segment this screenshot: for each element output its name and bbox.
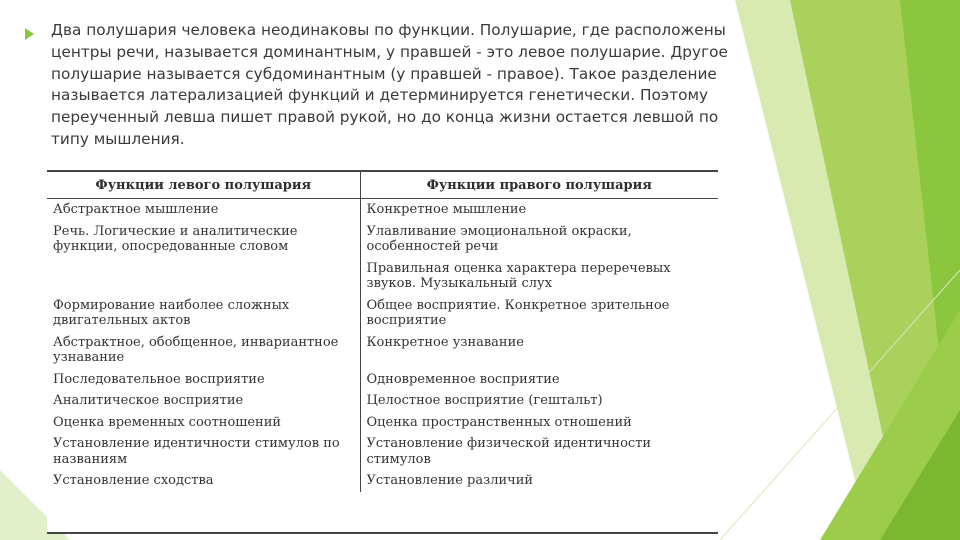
left-function-cell: Речь. Логические и аналитические функции, опосредованные словом — [47, 221, 360, 258]
left-function-cell: Установление идентичности стимулов по названиям — [47, 433, 360, 470]
table-row — [47, 295, 718, 332]
right-function-cell: Целостное восприятие (гештальт) — [366, 393, 603, 408]
table-row — [47, 390, 718, 412]
table-row — [47, 332, 718, 369]
right-function-cell: Общее восприятие. Конкретное зрительное восприятие — [366, 297, 670, 328]
header-right-hemisphere: Функции правого полушария — [360, 172, 718, 199]
table-row — [47, 258, 718, 295]
table-row — [47, 412, 718, 434]
table-row — [47, 470, 718, 492]
left-function-cell — [47, 258, 360, 295]
left-function-cell: Формирование наиболее сложных двигательных актов — [47, 295, 360, 332]
left-function-cell: Последовательное восприятие — [47, 369, 360, 391]
right-function-cell: Правильная оценка характера переречевых звуков. Музыкальный слух — [366, 260, 671, 291]
left-function-cell: Установление сходства — [47, 470, 360, 492]
left-function-cell: Абстрактное мышление — [47, 199, 360, 221]
left-function-cell: Оценка временных соотношений — [47, 412, 360, 434]
right-function-cell: Оценка пространственных отношений — [366, 414, 632, 430]
right-function-cell: Конкретное мышление — [366, 202, 527, 217]
right-function-cell: Конкретное узнавание — [366, 334, 524, 350]
bullet-icon — [25, 28, 34, 40]
right-function-cell: Улавливание эмоциональной окраски, особенностей речи — [366, 223, 632, 254]
table-row — [47, 369, 718, 391]
intro-paragraph: Два полушария человека неодинаковы по функции. Полушарие, где расположены центры речи, называется доминантным, у правшей - это левое полушарие. Другое полушарие называется субдоминантным (у правшей - правое). Такое разделение называется латерализацией функций и детерминируется генетически. Поэтому переученный левша пишет правой рукой, но до конца жизни остается левшой по типу мышления. — [51, 21, 728, 148]
table-row — [47, 433, 718, 470]
table-row — [47, 199, 718, 221]
left-function-cell: Аналитическое восприятие — [47, 390, 360, 412]
right-function-cell: Установление физической идентичности стимулов — [366, 436, 652, 467]
table-header-row — [47, 172, 718, 199]
hemisphere-functions-table — [47, 170, 718, 534]
left-function-cell: Абстрактное, обобщенное, инвариантное узнавание — [47, 332, 360, 369]
right-function-cell: Установление различий — [366, 473, 534, 488]
right-function-cell: Одновременное восприятие — [366, 371, 560, 387]
table-row — [47, 221, 718, 258]
header-left-hemisphere: Функции левого полушария — [47, 172, 360, 199]
